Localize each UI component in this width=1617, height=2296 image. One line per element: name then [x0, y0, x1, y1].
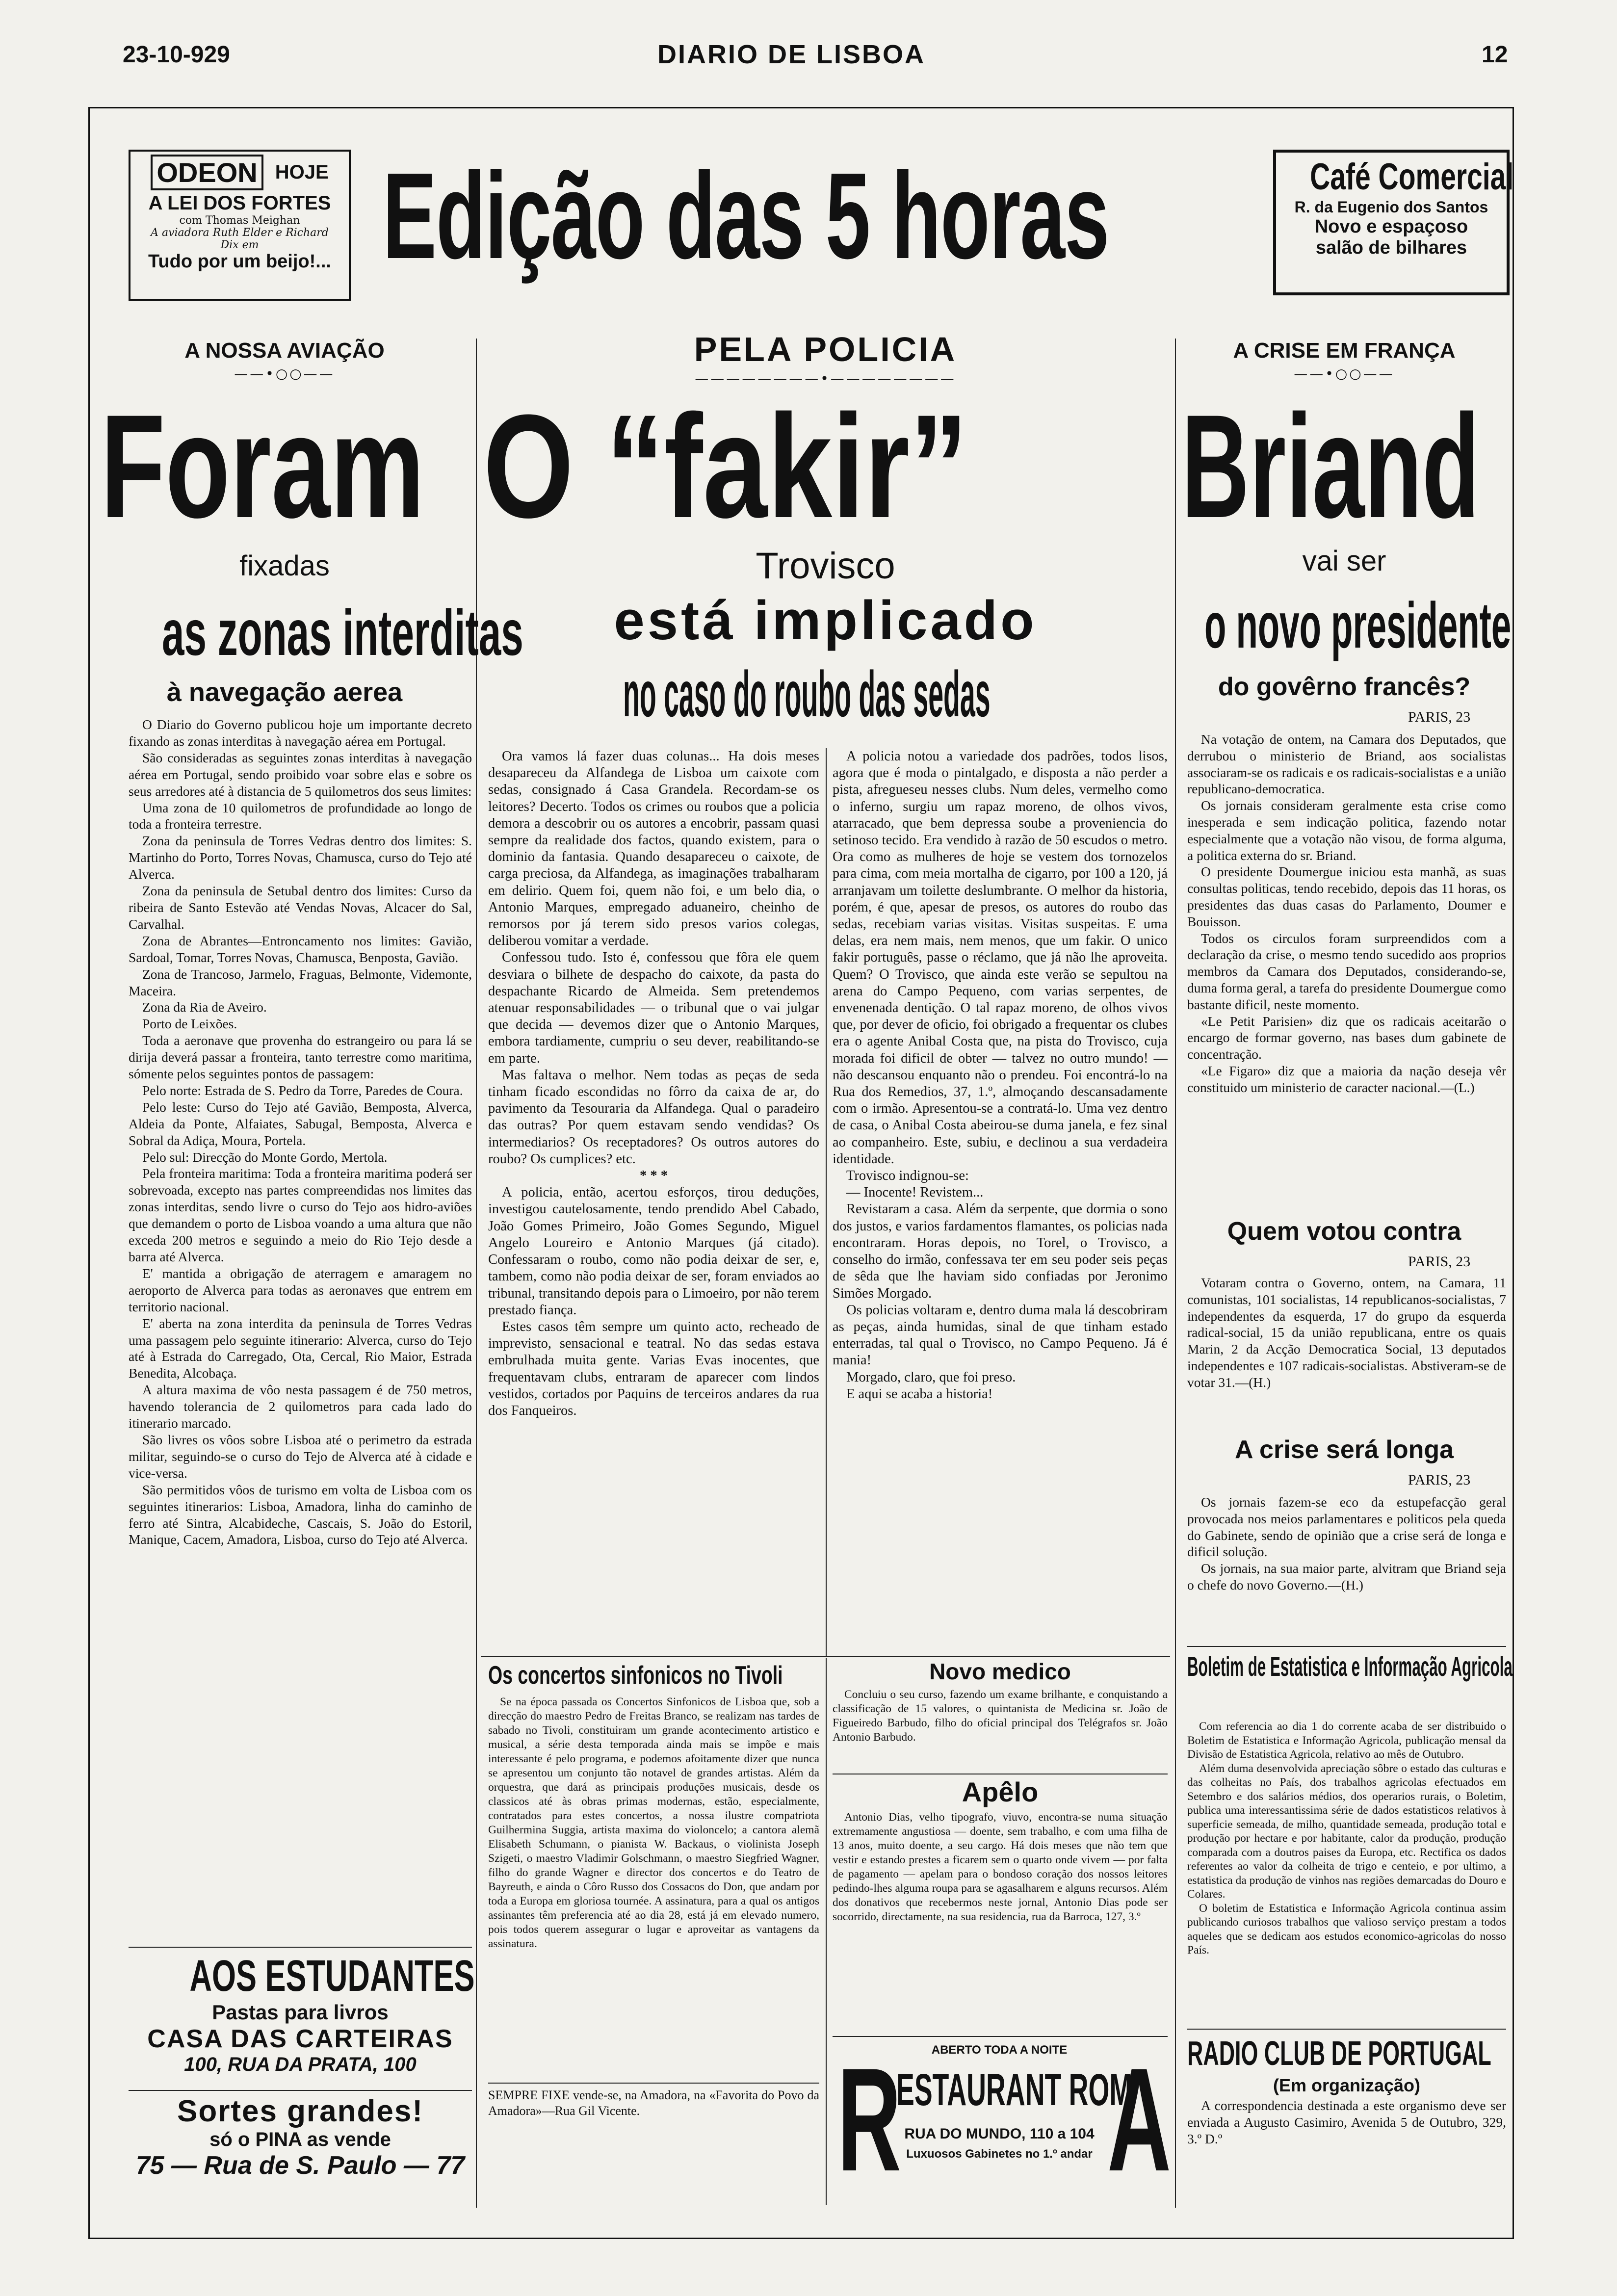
- col1-ornament: ——•○○——: [234, 365, 335, 382]
- col1-paragraph: São livres os vôos sobre Lisboa até o perimetro da estrada militar, seguindo-se o curso do Tejo de Alverca até à cidade e vice-versa.: [129, 1432, 472, 1481]
- col3-divider: [1187, 1646, 1506, 1647]
- col1-paragraph: Zona de Trancoso, Jarmelo, Fraguas, Belmonte, Videmonte, Maceira.: [129, 966, 472, 998]
- col1-paragraph: São permitidos vôos de turismo em volta de Lisboa com os seguintes itinerarios: Lisboa, Amadora, linha do caminho de ferro até Sintra, Alcabideche, Cascais, S. João do Estoril, Manique, Cacem, Amadora, Lisboa, curso do Tejo até Alverca.: [129, 1482, 472, 1547]
- radio-title: RADIO CLUB DE PORTUGAL: [1187, 2034, 1491, 2072]
- lottery-ad-line2: 75 — Rua de S. Paulo — 77: [135, 2151, 465, 2180]
- bulletin-divider: [1187, 2029, 1506, 2030]
- col2-paragraph: Os policias voltaram e, dentro duma mala lá descobriram as peças, ainda humidas, sinal de que tinham estado enterradas, tal qual o Trovisco, no Campo Pequeno. Já é mania!: [833, 1302, 1168, 1368]
- concerts-title: Os concertos sinfonicos no Tivoli: [488, 1661, 783, 1690]
- col1-paragraph: Zona da peninsula de Torres Vedras dentro dos limites: S. Martinho do Porto, Torres Novas, Chamusca, curso do Tejo até Alverca.: [129, 833, 472, 882]
- students-ad-line3: 100, RUA DA PRATA, 100: [184, 2054, 417, 2075]
- col1-paragraph: Pela fronteira maritima: Toda a fronteira maritima poderá ser sobrevoada, excepto nas partes compreendidas nos limites das zonas interditas, sendo livre o curso do Tejo aos hidro-aviões que demandem o porto de Lisboa voando a uma altura que não exceda 200 metros e seguindo a meio do Rio Tejo desde a barra até Alverca.: [129, 1166, 472, 1264]
- radio-text: A correspondencia destinada a este organismo deve ser enviada a Augusto Casimiro, Avenida 5 de Outubro, 329, 3.º D.º: [1187, 2098, 1506, 2146]
- col1-sub1: fixadas: [239, 550, 330, 582]
- col1-paragraph: São consideradas as seguintes zonas interditas à navegação aérea em Portugal, sendo proibido voar sobre elas e sobre os seus arredores até à distancia de 5 quilometros dos seus limites:: [129, 750, 472, 799]
- col1-paragraph: O Diario do Governo publicou hoje um importante decreto fixando as zonas interditas à navegação aérea em Portugal.: [129, 717, 472, 749]
- col3-paragraph: Todos os circulos foram surpreendidos com a declaração da crise, o mesmo tendo sucedido aos proprios membros da Camara dos Deputados, considerando-se, duma forma geral, a tarefa do presidente Doumergue como bastante dificil, neste momento.: [1187, 930, 1506, 1012]
- col3-sub1: vai ser: [1302, 545, 1386, 577]
- restaurant-name: ESTAURANT ROM: [896, 2065, 1132, 2115]
- odeon-today: HOJE: [275, 161, 329, 183]
- bulletin-paragraph: Com referencia ao dia 1 do corrente acaba de ser distribuido o Boletim de Estatistica e Informação Agricola, publicação mensal da Divisão de Estatistica Agricola, relativo ao mês de Outubro.: [1187, 1720, 1506, 1761]
- odeon-film: A LEI DOS FORTES: [148, 192, 331, 214]
- col2-paragraph: Ora vamos lá fazer duas colunas... Ha dois meses desapareceu da Alfandega de Lisboa um caixote com sedas, consignado á Casa Grandela. Recordam-se os leitores? Decerto. Todos os crimes ou roubos que a policia demora a descobrir ou os autores a encobrir, passam quasi sempre da realidade dos factos, quando existem, para o dominio da fantasia. Quando desapareceu o caixote, de carga preciosa, da Alfandega, as imaginações trabalharam em delirio. Quem foi, quem não foi, e um belo dia, o Antonio Marques, empregado aduaneiro, cheinho de remorsos por já terem sido presos varios colegas, deliberou vomitar a verdade.: [488, 749, 819, 949]
- concerts-text: Se na época passada os Concertos Sinfonicos de Lisboa que, sob a direcção do maestro Pedro de Freitas Branco, se realizam nas tardes de sabado no Tivoli, constituiram um grande acontecimento artistico e musical, a série desta temporada ainda mais se impõe e mais interessante é pelo programa, e podemos afoitamente dizer que nunca se apresentou um conjunto tão notavel de grandes artistas. Além da orquestra, que dará as principais produções musicais, desde os classicos até às obras primas modernas, estão, especialmente, contratados para estes concertos, a nossa ilustre compatriota Guilhermina Suggia, artista maxima do violoncelo; a cantora alemã Elisabeth Schumann, o pianista W. Backaus, o violinista Joseph Szigeti, o maestro Vladimir Golschmann, o maestro Siegfried Wagner, filho do grande Wagner e director dos concertos e do Teatro de Bayreuth, e ainda o Côro Russo dos Cossacos do Don, que andam por toda a Europa em gloriosa tournée. A assinatura, para a qual os antigos assinantes têm preferencia até ao dia 28, está já em elevado numero, pois todos querem assegurar o lugar e aproveitar as vantagens da assinatura.: [488, 1696, 819, 1950]
- col1-paragraph: Porto de Leixões.: [142, 1016, 237, 1032]
- long-crisis-dateline: PARIS, 23: [1408, 1472, 1471, 1488]
- edition-banner: Edição das 5 horas: [383, 147, 1109, 284]
- odeon-name: ODEON: [151, 155, 263, 190]
- radio-body: [1187, 2097, 1506, 2147]
- col2-asterisks: * * *: [640, 1168, 668, 1184]
- paper-name: DIARIO DE LISBOA: [657, 40, 926, 69]
- col2-paragraph: Confessou tudo. Isto é, confessou que fôra ele quem desviara o bilhete de despacho do caixote, da pasta do despachante Ricardo de Almeida. Sem pretendemos atenuar responsabilidades — o tribunal que o vai julgar que decida — devemos dizer que o Antonio Marques, embora tardiamente, cumpriu o seu dever, reabilitando-se em parte.: [488, 950, 819, 1066]
- cafe-street: R. da Eugenio dos Santos: [1294, 198, 1488, 216]
- doctor-title: Novo medico: [929, 1659, 1071, 1684]
- col1-paragraph: E' aberta na zona interdita da peninsula de Torres Vedras uma passagem pelo seguinte itinerario: Alverca, curso do Tejo até à Estrada do Carregado, Ota, Cercal, Rio Maior, Estrada Benedita, Alcobaça.: [129, 1315, 472, 1381]
- col2-paragraph: Trovisco indignou-se:: [846, 1168, 969, 1184]
- col3-sub3: do govêrno francês?: [1218, 673, 1471, 701]
- students-ad-line2: CASA DAS CARTEIRAS: [147, 2025, 453, 2053]
- issue-date: 23-10-929: [123, 42, 230, 68]
- col3-sub2: o novo presidente: [1204, 589, 1512, 661]
- odeon-with: com Thomas Meighan: [179, 214, 300, 227]
- column-rule-2: [1175, 339, 1176, 2208]
- column-rule-bottom: [481, 1656, 1170, 1657]
- col1-paragraph: Zona da peninsula de Setubal dentro dos limites: Curso da ribeira de Santo Estevão até Vendas Novas, Alcacer do Sal, Carvalhal.: [129, 883, 472, 932]
- col1-paragraph: Pelo leste: Curso do Tejo até Gavião, Bemposta, Alverca, Aldeia da Ponte, Alfaiates, Sabugal, Bemposta, Alverca e Sobral da Adiça, Moura, Portela.: [129, 1099, 472, 1148]
- restaurant-big-r: R: [837, 2037, 901, 2202]
- lottery-ad-line1: só o PINA as vende: [209, 2129, 391, 2150]
- col3-paragraph: O presidente Doumergue iniciou esta manhã, as suas consultas politicas, tendo recebido, depois das 11 horas, os presidentes das duas casas do Parlamento, Doumer e Bouisson.: [1187, 864, 1506, 929]
- lottery-ad: [129, 2094, 472, 2180]
- col2-left-body: [488, 748, 819, 1653]
- odeon-line: A aviadora Ruth Elder e Richard Dix em: [151, 227, 329, 251]
- appeal-body: [833, 1810, 1168, 2036]
- col2-right-body: [833, 748, 1168, 1653]
- col3-dateline: PARIS, 23: [1408, 709, 1471, 725]
- col2-paragraph: E aqui se acaba a historia!: [846, 1386, 993, 1402]
- restaurant-cabinets: Luxuosos Gabinetes no 1.º andar: [906, 2147, 1093, 2161]
- concerts-footer: SEMPRE FIXE vende-se, na Amadora, na «Favorita do Povo da Amadora»—Rua Gil Vicente.: [488, 2088, 819, 2118]
- bulletin-title: Boletim de Estatistica e Informação Agricola: [1187, 1651, 1513, 1682]
- students-ad-line1: Pastas para livros: [212, 2001, 389, 2024]
- voted-title: Quem votou contra: [1227, 1217, 1461, 1246]
- col1-paragraph: A altura maxima de vôo nesta passagem é de 750 metros, havendo tolerancia de 2 quilometros para cada lado do itinerario marcado.: [129, 1382, 472, 1431]
- col1-paragraph: Pelo sul: Direcção do Monte Gordo, Mertola.: [142, 1149, 388, 1165]
- doctor-body: [833, 1688, 1168, 1745]
- col2-paragraph: A policia, então, acertou esforços, tirou deduções, investigou cautelosamente, tendo prendido Abel Cabado, João Gomes Primeiro, João Gomes Segundo, Miguel Angelo Loureiro e Antonio Marques (já citado). Confessaram o roubo, como não podia deixar de ser, e, tambem, como não podia deixar de ser, foram enviados ao tribunal, transitando depois para o Limoeiro, por não terem prestado fiança.: [488, 1185, 819, 1318]
- col1-paragraph: Toda a aeronave que provenha do estrangeiro ou para lá se dirija deverá passar a fronteira, tanto terrestre como maritima, sómente pelos seguintes pontos de passagem:: [129, 1033, 472, 1082]
- voted-text: Votaram contra o Governo, ontem, na Camara, 11 comunistas, 101 socialistas, 14 republicanos-socialistas, 7 independentes da esquerda, 17 do grupo da esquerda radical-social, 15 da união republicana, entre os quais Marin, 2 da Acção Democratica Social, 13 deputados independentes e 107 radicais-socialistas. Abstiveram-se de votar 31.—(H.): [1187, 1275, 1506, 1390]
- long-crisis-paragraph: Os jornais, na sua maior parte, alvitram que Briand seja o chefe do novo Governo.—(H.): [1187, 1561, 1506, 1592]
- col2-ornament: ————————•————————: [695, 370, 956, 387]
- col2-sub1: Trovisco: [756, 545, 895, 587]
- radio-subtitle: (Em organização): [1273, 2075, 1421, 2095]
- bulletin-paragraph: O boletim de Estatistica e Informação Agricola continua assim publicando curiosos trabalhos que valioso serviço prestam a todos aqueles que se dedicam aos estudos economico-agricolas do nosso País.: [1187, 1902, 1506, 1957]
- voted-body: [1187, 1275, 1506, 1391]
- col3-kicker: A CRISE EM FRANÇA: [1233, 339, 1456, 363]
- restaurant-top: ABERTO TODA A NOITE: [931, 2043, 1068, 2057]
- col1-divider: [129, 1947, 472, 1948]
- col2-paragraph: Estes casos têm sempre um quinto acto, recheado de imprevisto, sensacional e teatral. No das sedas estava embrulhada muita gente. Varias Evas inocentes, que frequentavam clubs, entraram de aparecer com lindos vestidos, cortados por Paquins de terceiros andares da rua dos Fanqueiros.: [488, 1319, 819, 1418]
- col2-paragraph: — Inocente! Revistem...: [846, 1185, 984, 1200]
- appeal-text: Antonio Dias, velho tipografo, viuvo, encontra-se numa situação extremamente angustiosa — doente, sem trabalho, e com uma filha de 13 anos, muito doente, a seu cargo. Há dois meses que não tem que vestir e estando prestes a ficarem sem o quarto onde vivem — por falta de pagamento — apelam para o bondoso coração dos nossos leitores pedindo-lhes alguma roupa para se agasalharem e alguns recursos. Além dos donativos que recebermos neste jornal, Antonio Dias pode ser socorrido, directamente, na sua residencia, rua da Barroca, 127, 3.º: [833, 1811, 1168, 1923]
- col1-paragraph: E' mantida a obrigação de aterragem e amaragem no aeroporto de Alverca para todas as aeronaves que entrem em territorio nacional.: [129, 1265, 472, 1314]
- col1-sub3: à navegação aerea: [166, 678, 403, 707]
- long-crisis-title: A crise será longa: [1234, 1435, 1454, 1464]
- cafe-name: Café Comercial: [1310, 156, 1514, 198]
- col2-paragraph: Mas faltava o melhor. Nem todas as peças de seda tinham ficado escondidas no fôrro da caixa de ar, do pavimento da Tesouraria da Alfandega. Qual o paradeiro das outras? Por quem estavam sendo vendidas? Os intermediarios? Os receptadores? Os outros autores do roubo? Os cumplices? etc.: [488, 1067, 819, 1167]
- col2-paragraph: A policia notou a variedade dos padrões, todos lisos, agora que é moda o pintalgado, e disposta a não perder a pista, afregueseu nesses clubs. Num deles, vermelho como o inferno, surgiu um rapaz moreno, de olhos vivos, atarracado, que bem depressa soube a proveniencia do setinoso tecido. Era vendido à razão de 50 escudos o metro. Ora como as mulheres de hoje se vestem dos tornozelos para cima, com meia mortalha de cigarro, por 100 a 120, já arranjavam um toilette deslumbrante. O melhor da historia, porém, é que, apesar de presos, os autores do roubo das sedas, recebiam varias visitas. Visitas suspeitas. E uma delas, era nem mais, nem menos, que um fakir. O unico fakir português, passe o réclamo, que já não lhe aproveita. Quem? O Trovisco, que ainda este verão se sepultou na arena do Campo Pequeno, com varias serpentes, de envenenada dentição. O tal rapaz moreno, de olhos vivos que, por dever de oficio, foi obrigado a frequentar os clubes era o agente Anibal Costa que, na pista do Trovisco, cuja morada foi dificil de obter — talvez no outro mundo! — não descansou enquanto não o prendeu. Foi encontrá-lo na Rua dos Remedios, 37, 1.º, almoçando descansadamente com o irmão. Apresentou-se a contratá-lo. Uma vez dentro de casa, o Anibal Costa abeirou-se duma janela, e fez sinal ao companheiro. Este, subiu, e declinou a sua verdadeira identidade.: [833, 749, 1168, 1167]
- col3-paragraph: «Le Petit Parisien» diz que os radicais aceitarão o encargo de formar governo, nas bases dum gabinete de concentração.: [1187, 1013, 1506, 1062]
- bulletin-body: [1187, 1720, 1506, 2026]
- odeon-film2: Tudo por um beijo!...: [148, 251, 331, 272]
- students-ad-title: AOS ESTUDANTES: [189, 1952, 475, 2001]
- col1-paragraph: Zona da Ria de Aveiro.: [142, 999, 267, 1015]
- concerts-body: [488, 1695, 819, 2083]
- col1-body: [129, 716, 472, 1943]
- col1-sub2: as zonas interditas: [162, 597, 523, 669]
- col1-paragraph: Zona de Abrantes—Entroncamento nos limites: Gavião, Sardoal, Tomar, Torres Novas, Chamusca, Benposta, Gavião.: [129, 933, 472, 965]
- col2-paragraph: Morgado, claro, que foi preso.: [846, 1369, 1016, 1385]
- voted-dateline: PARIS, 23: [1408, 1253, 1471, 1270]
- restaurant-address: RUA DO MUNDO, 110 a 104: [904, 2126, 1095, 2142]
- col2-kicker: PELA POLICIA: [694, 330, 957, 368]
- appeal-title: Apêlo: [962, 1776, 1039, 1807]
- col1-headline: Foram: [101, 384, 425, 548]
- restaurant-ad: [833, 2037, 1171, 2203]
- students-ad: [129, 1952, 475, 2076]
- col2-sub3: no caso do roubo das sedas: [623, 658, 991, 730]
- col3-body: [1187, 731, 1506, 1212]
- col1-kicker: A NOSSA AVIAÇÃO: [184, 339, 385, 363]
- column-rule-mid2: [826, 1658, 827, 2205]
- col3-paragraph: Os jornais consideram geralmente esta crise como inesperada e sem indicação politica, fazendo notar especialmente que a votação não visou, de forma alguma, a politica externa do sr. Briand.: [1187, 798, 1506, 863]
- col3-ornament: ——•○○——: [1294, 365, 1395, 382]
- page-number: 12: [1482, 42, 1508, 68]
- odeon-ad: [129, 150, 351, 301]
- restaurant-big-a: A: [1107, 2037, 1171, 2202]
- col3-headline: Briand: [1181, 384, 1480, 548]
- bulletin-paragraph: Além duma desenvolvida apreciação sôbre o estado das culturas e das colheitas no País, dos trabalhos agricolas efectuados em Setembro e dos salários médios, dos operarios rurais, o Boletim, publica uma interessantissima série de dados estatisticos relativos à superficie semeada, de milho, quantidade semeada, produção total e produção por hectare e por habitante, calor da produção, produção comparada com a doutros paises da Europa, etc. Rectifica os dados referentes ao valor da colheita de trigo e centeio, e por ultimo, a estatistica da produção de vinhos nas regiões demarcadas do Douro e Colares.: [1187, 1762, 1506, 1901]
- col2-headline: O “fakir”: [483, 384, 968, 548]
- concerts-divider: [488, 2083, 819, 2084]
- col3-paragraph: «Le Figaro» diz que a maioria da nação deseja vêr constituido um ministerio de caracter nacional.—(L.): [1187, 1063, 1506, 1095]
- doctor-text: Concluiu o seu curso, fazendo um exame brilhante, e conquistando a classificação de 15 valores, o quintanista de Medicina sr. João de Figueiredo Barbudo, filho do oficial principal dos Telégrafos sr. João Antonio Barbudo.: [833, 1688, 1168, 1744]
- col2-paragraph: Revistaram a casa. Além da serpente, que dormia o sono dos justos, e varios fardamentos flamantes, os policias nada encontraram. Horas depois, no Torel, o Trovisco, a conselho do irmão, confessava ter em seu poder seis peças de sêda que lhe haviam sido confiadas por Jeronimo Simões Morgado.: [833, 1201, 1168, 1301]
- col1-paragraph: Uma zona de 10 quilometros de profundidade ao longo de toda a fronteira terrestre.: [129, 800, 472, 832]
- lottery-ad-title: Sortes grandes!: [177, 2094, 424, 2128]
- cafe-line2: salão de bilhares: [1315, 237, 1467, 258]
- col1-divider-2: [129, 2090, 472, 2091]
- long-crisis-body: [1187, 1494, 1506, 1593]
- long-crisis-paragraph: Os jornais fazem-se eco da estupefacção geral provocada nos meios parlamentares e politicos pela queda do Gabinete, sendo de opinião que a crise será de longa e dificil solução.: [1187, 1494, 1506, 1560]
- cafe-ad: [1273, 150, 1514, 295]
- cafe-line1: Novo e espaçoso: [1314, 216, 1468, 237]
- column-rule-mid: [826, 748, 827, 1656]
- col2-sub2: está implicado: [614, 590, 1037, 651]
- col1-paragraph: Pelo norte: Estrada de S. Pedro da Torre, Paredes de Coura.: [142, 1082, 463, 1098]
- col3-paragraph: Na votação de ontem, na Camara dos Deputados, que derrubou o ministerio de Briand, aos socialistas associaram-se os radicais e os radicais-socialistas e a união republicano-democratica.: [1187, 731, 1506, 797]
